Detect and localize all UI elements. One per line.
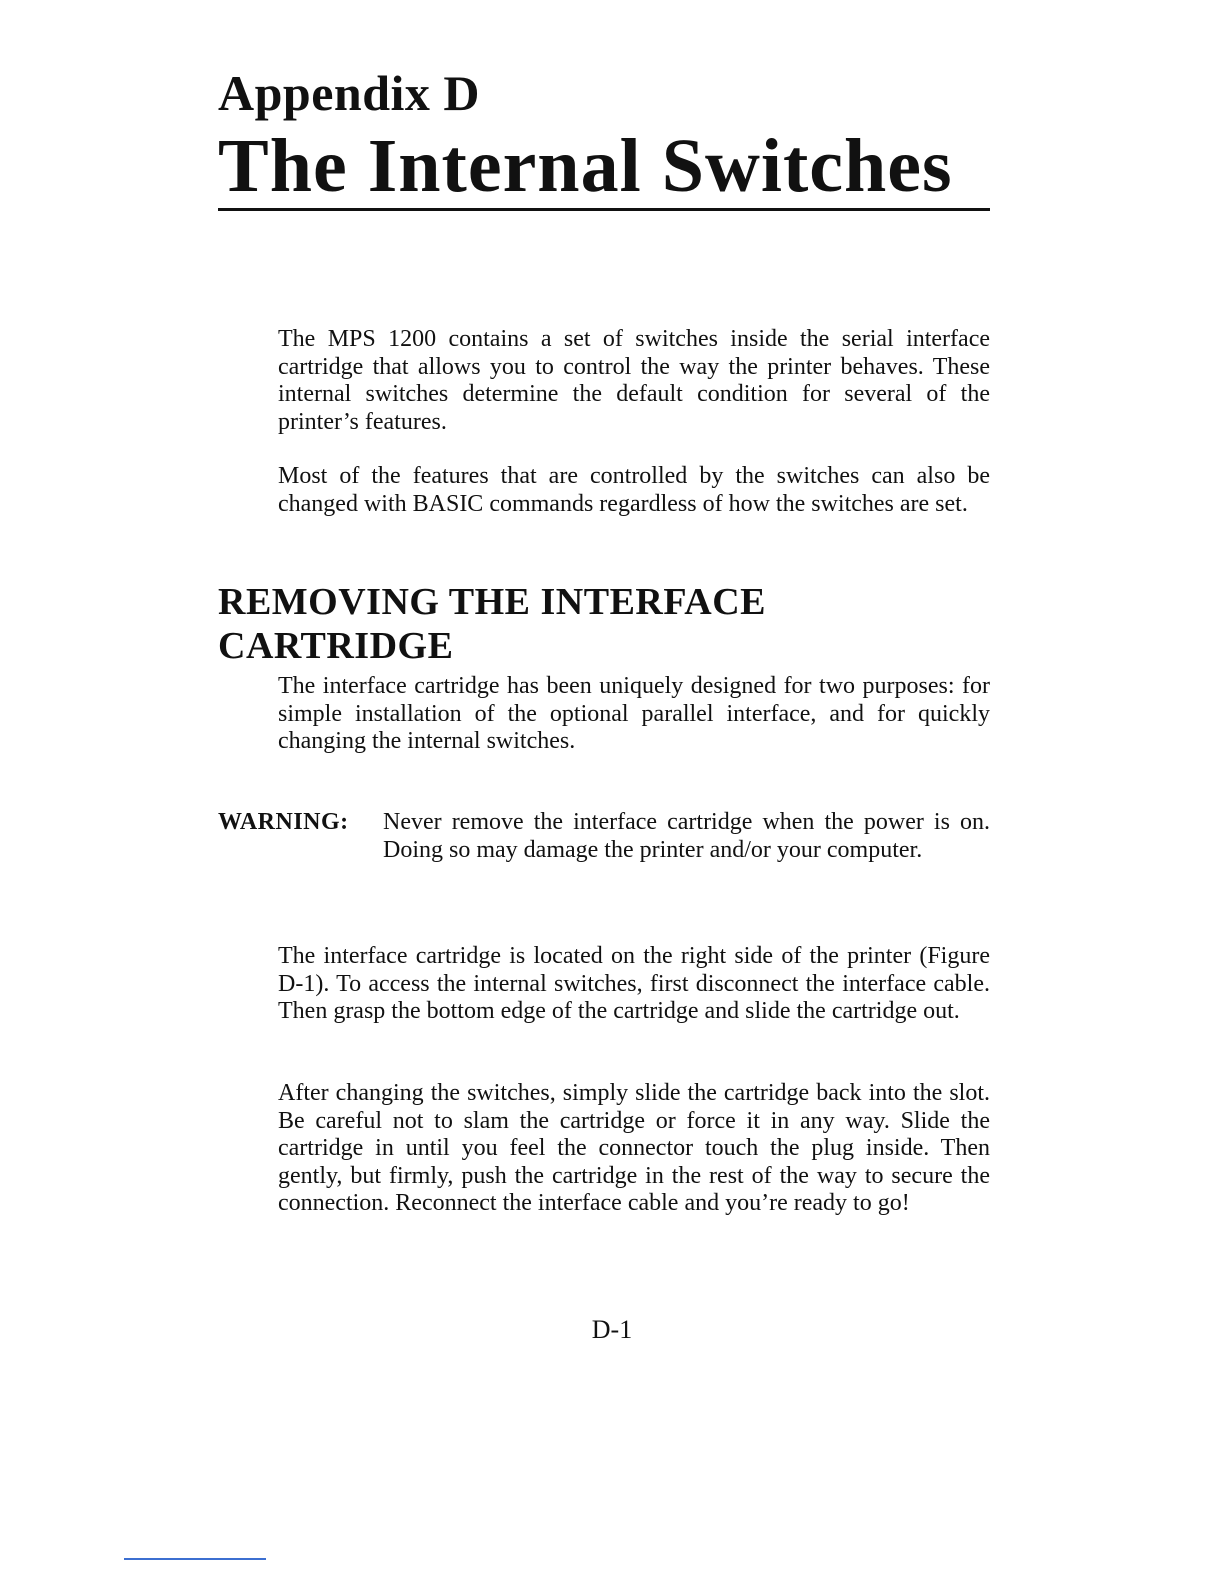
warning-label: WARNING: (218, 809, 349, 835)
section-paragraph-1: The interface cartridge has been uniquely designed for two purposes: for simple installation of the optional parallel interface, and for quickly changing the internal switches. (278, 673, 990, 754)
appendix-label: Appendix D (218, 65, 481, 121)
intro-paragraph-1: The MPS 1200 contains a set of switches inside the serial interface cartridge that allows you to control the way the printer behaves. These internal switches determine the default condition for several of the printer’s features. (278, 326, 990, 435)
page-number: D-1 (591, 1315, 633, 1344)
section-heading (218, 580, 918, 668)
section-heading-line-1: REMOVING THE INTERFACE (218, 581, 766, 623)
title-divider (218, 208, 990, 211)
footer-divider (124, 1558, 266, 1560)
section-paragraph-3: After changing the switches, simply slide the cartridge back into the slot. Be careful not to slam the cartridge or force it in any way. Slide the cartridge in until you feel the connector touch the plug inside. Then gently, but firmly, push the cartridge in the rest of the way to secure the connection. Reconnect the interface cable and you’re ready to go! (278, 1080, 990, 1216)
section-paragraph-2: The interface cartridge is located on the right side of the printer (Figure D-1). To access the internal switches, first disconnect the interface cable. Then grasp the bottom edge of the cartridge and slide the cartridge out. (278, 943, 990, 1024)
warning-text: Never remove the interface cartridge when the power is on. Doing so may damage the printer and/or your computer. (383, 809, 990, 863)
page-title: The Internal Switches (218, 124, 953, 208)
section-heading-line-2: CARTRIDGE (218, 625, 454, 667)
intro-paragraph-2: Most of the features that are controlled by the switches can also be changed with BASIC commands regardless of how the switches are set. (278, 463, 990, 517)
